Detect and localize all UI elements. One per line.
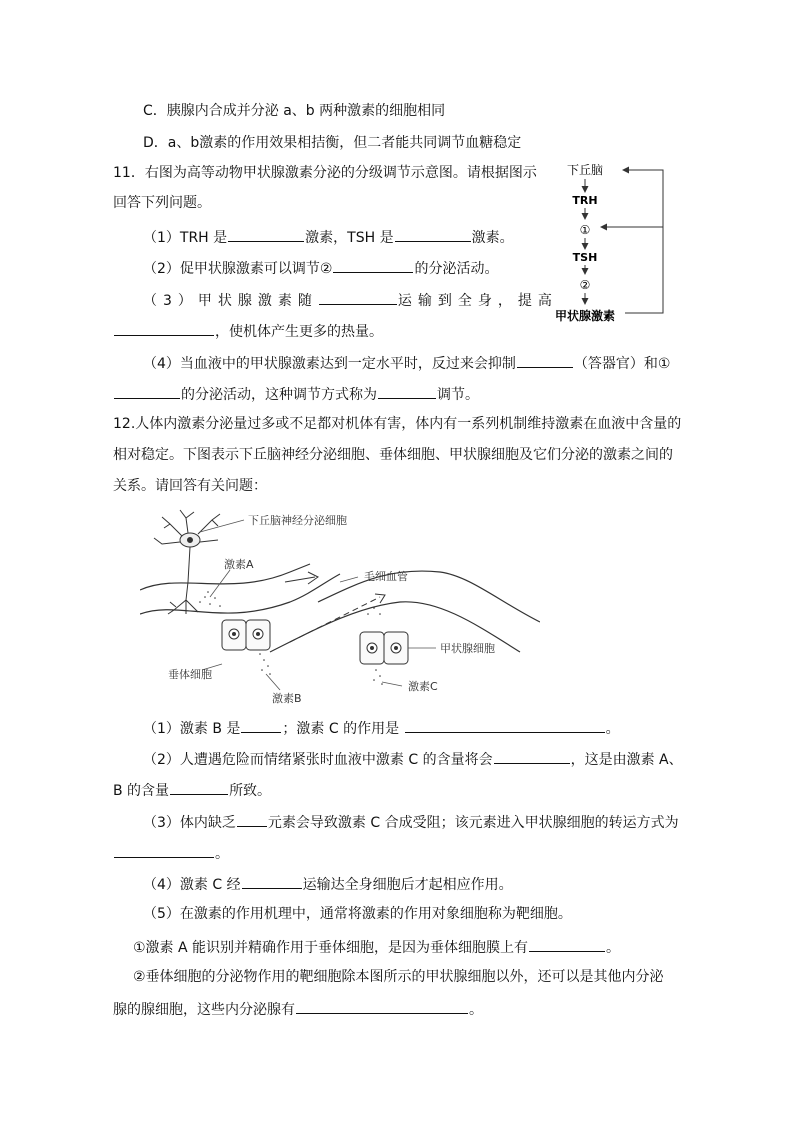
q12-part2-cont [113, 779, 271, 801]
thyroid-cell-label: 甲状腺细胞 [440, 642, 495, 655]
answer-blank[interactable] [170, 779, 228, 795]
q12-intro: 12.人体内激素分泌量过多或不足都对机体有害，体内有一系列机制维持激素在血液中含量的 [113, 416, 682, 432]
q12-part1-text: 。 [605, 721, 620, 737]
flow-arrow [285, 572, 318, 584]
answer-blank[interactable] [237, 811, 267, 827]
q12-part4-text: （4）激素 C 经 [143, 877, 241, 893]
q11-part4-text: 调节。 [437, 387, 479, 403]
q11-part3 [143, 289, 558, 311]
q11-part2-text: （2）促甲状腺激素可以调节② [143, 261, 333, 277]
answer-blank[interactable] [378, 383, 436, 399]
q11-part4-text: （4）当血液中的甲状腺激素达到一定水平时，反过来会抑制 [143, 356, 516, 372]
answer-blank[interactable] [529, 936, 605, 952]
q12-part1-text: （1）激素 B 是 [143, 721, 241, 737]
answer-blank[interactable] [517, 352, 573, 368]
q12-part2-text: ，这是由激素 A、 [570, 752, 683, 768]
q11-part4 [143, 352, 670, 374]
q11-intro-cont: 回答下列问题。 [113, 195, 211, 211]
leader-line [266, 674, 280, 690]
q12-part3 [143, 811, 679, 833]
q12-part4 [143, 873, 513, 895]
q11-part1-text: 激素，TSH 是 [305, 230, 394, 246]
leader-line [382, 682, 402, 686]
q12-part5-2: ②垂体细胞的分泌物作用的靶细胞除本图所示的甲状腺细胞以外，还可以是其他内分泌 [133, 969, 664, 985]
q11-part1-text: 激素。 [471, 230, 514, 246]
diagram-trh-label: TRH [572, 194, 598, 207]
neuron-label: 下丘脑神经分泌细胞 [248, 514, 347, 527]
q10-option-d: D．a、b激素的作用效果相拮衡，但二者能共同调节血糖稳定 [143, 135, 522, 151]
q12-part2 [143, 748, 683, 770]
hormone-a-label: 激素A [224, 558, 254, 571]
q12-part3-text: 。 [215, 846, 229, 862]
diagram-circle-1: ① [579, 223, 591, 237]
q11-part3-text: 运输到全身，提高 [397, 293, 558, 309]
q12-intro-cont: 相对稳定。下图表示下丘脑神经分泌细胞、垂体细胞、甲状腺细胞及它们分泌的激素之间的 [113, 447, 673, 463]
q12-part5-1-text: 。 [606, 940, 621, 956]
diagram-tsh-label: TSH [572, 251, 598, 264]
capillary-label: 毛细血管 [364, 570, 408, 583]
hormone-b-dots [259, 653, 271, 675]
q12-part3-text: （3）体内缺乏 [143, 815, 236, 831]
answer-blank[interactable] [296, 998, 468, 1014]
q12-part2-text: B 的含量 [113, 783, 170, 799]
answer-blank[interactable] [319, 289, 397, 305]
q12-part1-text: ；激素 C 的作用是 [282, 721, 400, 737]
hormone-a-dots [199, 591, 221, 607]
q12-part1 [143, 717, 620, 739]
hypothalamic-neuron [154, 510, 220, 614]
q12-part2-text: （2）人遭遇危险而情绪紧张时血液中激素 C 的含量将会 [143, 752, 493, 768]
pituitary-cells [222, 620, 270, 650]
q11-part3-text: ，使机体产生更多的热量。 [215, 324, 383, 340]
q12-part5-2-cont [113, 998, 483, 1020]
q11-part4-cont [113, 383, 479, 405]
q11-part1-text: （1）TRH 是 [143, 230, 228, 246]
q11-part3-cont [113, 320, 383, 342]
flow-arrow [375, 594, 385, 603]
answer-blank[interactable] [114, 842, 214, 858]
q11-part4-text: 的分泌活动，这种调节方式称为 [181, 387, 377, 403]
q12-intro-cont: 关系。请回答有关问题： [113, 478, 267, 494]
q12-part4-text: 运输达全身细胞后才起相应作用。 [302, 877, 513, 893]
pituitary-label: 垂体细胞 [168, 668, 212, 681]
q11-part2-text: 的分泌活动。 [414, 261, 499, 277]
answer-blank[interactable] [395, 226, 471, 242]
answer-blank[interactable] [241, 717, 281, 733]
blood-vessel [140, 574, 340, 614]
q12-part5: （5）在激素的作用机理中，通常将激素的作用对象细胞称为靶细胞。 [143, 906, 572, 922]
q12-part3-cont [113, 842, 229, 864]
thyroid-cells [360, 632, 408, 664]
diagram-thyroid-hormone-label: 甲状腺激素 [554, 309, 616, 323]
q11-part2 [143, 257, 498, 279]
q10-option-c: C．胰腺内合成并分泌 a、b 两种激素的细胞相同 [143, 103, 446, 119]
leader-line [340, 577, 358, 582]
answer-blank[interactable] [114, 383, 180, 399]
q12-part5-2-text: 。 [469, 1002, 483, 1018]
endocrine-cells-figure [140, 502, 540, 712]
q12-part5-1 [133, 936, 620, 958]
answer-blank[interactable] [242, 873, 302, 889]
hormone-c-label: 激素C [408, 680, 438, 693]
q11-intro: 11．右图为高等动物甲状腺激素分泌的分级调节示意图。请根据图示 [113, 165, 537, 181]
q12-part3-text: 元素会导致激素 C 合成受阻；该元素进入甲状腺细胞的转运方式为 [267, 815, 679, 831]
thyroid-regulation-diagram [545, 156, 675, 328]
diagram-circle-2: ② [579, 278, 591, 292]
hormone-b-label: 激素B [272, 692, 302, 705]
answer-blank[interactable] [494, 748, 570, 764]
q12-part5-1-text: ①激素 A 能识别并精确作用于垂体细胞，是因为垂体细胞膜上有 [133, 940, 529, 956]
diagram-hypothalamus-label: 下丘脑 [566, 163, 604, 177]
diagram-feedback-arrow [623, 170, 663, 313]
q12-part5-2-text: 腺的腺细胞，这些内分泌腺有 [113, 1002, 295, 1018]
answer-blank[interactable] [333, 257, 413, 273]
q12-part2-text: 所致。 [229, 783, 272, 799]
q11-part4-text: （答器官）和① [573, 356, 671, 372]
answer-blank[interactable] [405, 717, 605, 733]
answer-blank[interactable] [114, 320, 214, 336]
q11-part1 [143, 226, 514, 248]
q11-part3-text: （3）甲状腺激素随 [143, 293, 318, 309]
answer-blank[interactable] [228, 226, 304, 242]
